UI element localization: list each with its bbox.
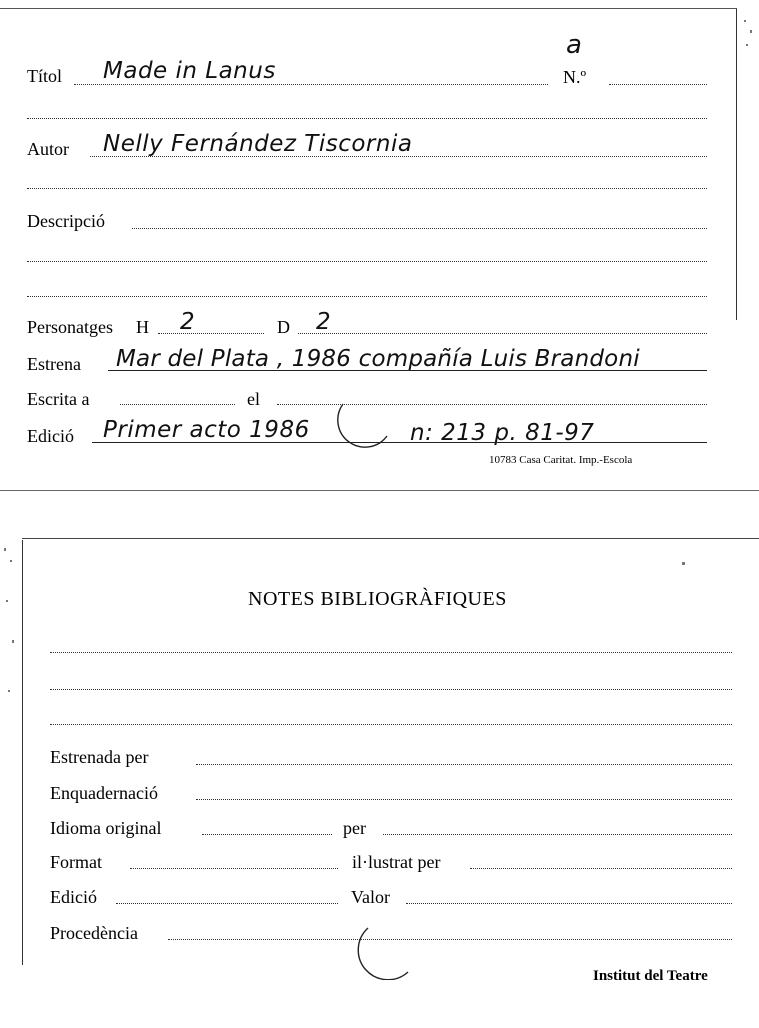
d-label: D: [277, 317, 290, 337]
edge-speck: [12, 640, 14, 643]
escrita-line: [120, 404, 235, 405]
edge-speck: [750, 30, 752, 33]
idioma-line: [202, 834, 332, 835]
descripcio-line-2: [27, 261, 707, 262]
titol-label: Títol: [27, 66, 62, 86]
numero-label: N.º: [563, 67, 587, 87]
format-line: [130, 868, 338, 869]
valor-line: [406, 903, 732, 904]
notes-line-1: [50, 652, 732, 653]
titol-value: Made in Lanus: [103, 58, 276, 84]
edicio-value-left: Primer acto 1986: [103, 417, 310, 443]
edge-speck: [744, 20, 746, 22]
card-left-border: [22, 540, 23, 965]
d-value: 2: [316, 309, 332, 335]
edicio-label: Edició: [27, 426, 74, 446]
descripcio-line-1: [132, 228, 707, 229]
estrena-label: Estrena: [27, 354, 81, 374]
enquadernacio-line: [196, 799, 732, 800]
edge-speck: [746, 44, 748, 46]
punch-hole-mark: [356, 920, 426, 980]
format-label: Format: [50, 852, 102, 872]
edicio-value-right: n: 213 p. 81-97: [410, 420, 595, 446]
descripcio-line-3: [27, 296, 707, 297]
edge-speck: [682, 562, 685, 565]
per-label: per: [343, 818, 366, 838]
el-label: el: [247, 389, 260, 409]
edicio-line-bottom: [116, 903, 338, 904]
autor-extra-line: [27, 188, 707, 189]
h-line: [158, 333, 264, 334]
autor-label: Autor: [27, 139, 69, 159]
edicio-line: [92, 442, 707, 443]
valor-label: Valor: [351, 887, 390, 907]
edge-speck: [6, 600, 8, 602]
edicio-label-bottom: Edició: [50, 887, 97, 907]
d-line: [298, 333, 707, 334]
notes-line-3: [50, 724, 732, 725]
notes-heading: NOTES BIBLIOGRÀFIQUES: [248, 588, 507, 610]
enquadernacio-label: Enquadernació: [50, 783, 158, 803]
autor-value: Nelly Fernández Tiscornia: [103, 131, 413, 157]
punch-hole-mark: [335, 392, 395, 452]
titol-line: [74, 84, 548, 85]
estrena-value: Mar del Plata , 1986 compañía Luis Brandoni: [116, 346, 640, 372]
autor-line: [90, 156, 707, 157]
number-mark: a: [566, 30, 583, 60]
edge-speck: [4, 548, 6, 551]
per-line: [383, 834, 732, 835]
edge-speck: [10, 560, 12, 562]
estrenada-label: Estrenada per: [50, 747, 149, 767]
procedencia-line: [168, 939, 732, 940]
personatges-label: Personatges: [27, 317, 113, 337]
h-label: H: [136, 317, 149, 337]
notes-line-2: [50, 689, 732, 690]
illustrat-label: il·lustrat per: [352, 852, 441, 872]
procedencia-label: Procedència: [50, 923, 138, 943]
card-top-edge: [22, 538, 759, 539]
edge-speck: [8, 690, 10, 692]
estrena-line: [108, 370, 707, 371]
escrita-label: Escrita a: [27, 389, 90, 409]
card-divider: [0, 490, 759, 491]
descripcio-label: Descripció: [27, 211, 105, 231]
printer-mark: 10783 Casa Caritat. Imp.-Escola: [489, 454, 633, 466]
card-top-edge: [0, 8, 737, 9]
footer-institut: Institut del Teatre: [593, 968, 708, 984]
idioma-label: Idioma original: [50, 818, 162, 838]
titol-extra-line: [27, 118, 707, 119]
numero-line: [609, 84, 707, 85]
card-right-border: [736, 8, 737, 320]
illustrat-line: [470, 868, 732, 869]
h-value: 2: [180, 309, 196, 335]
estrenada-line: [196, 764, 732, 765]
